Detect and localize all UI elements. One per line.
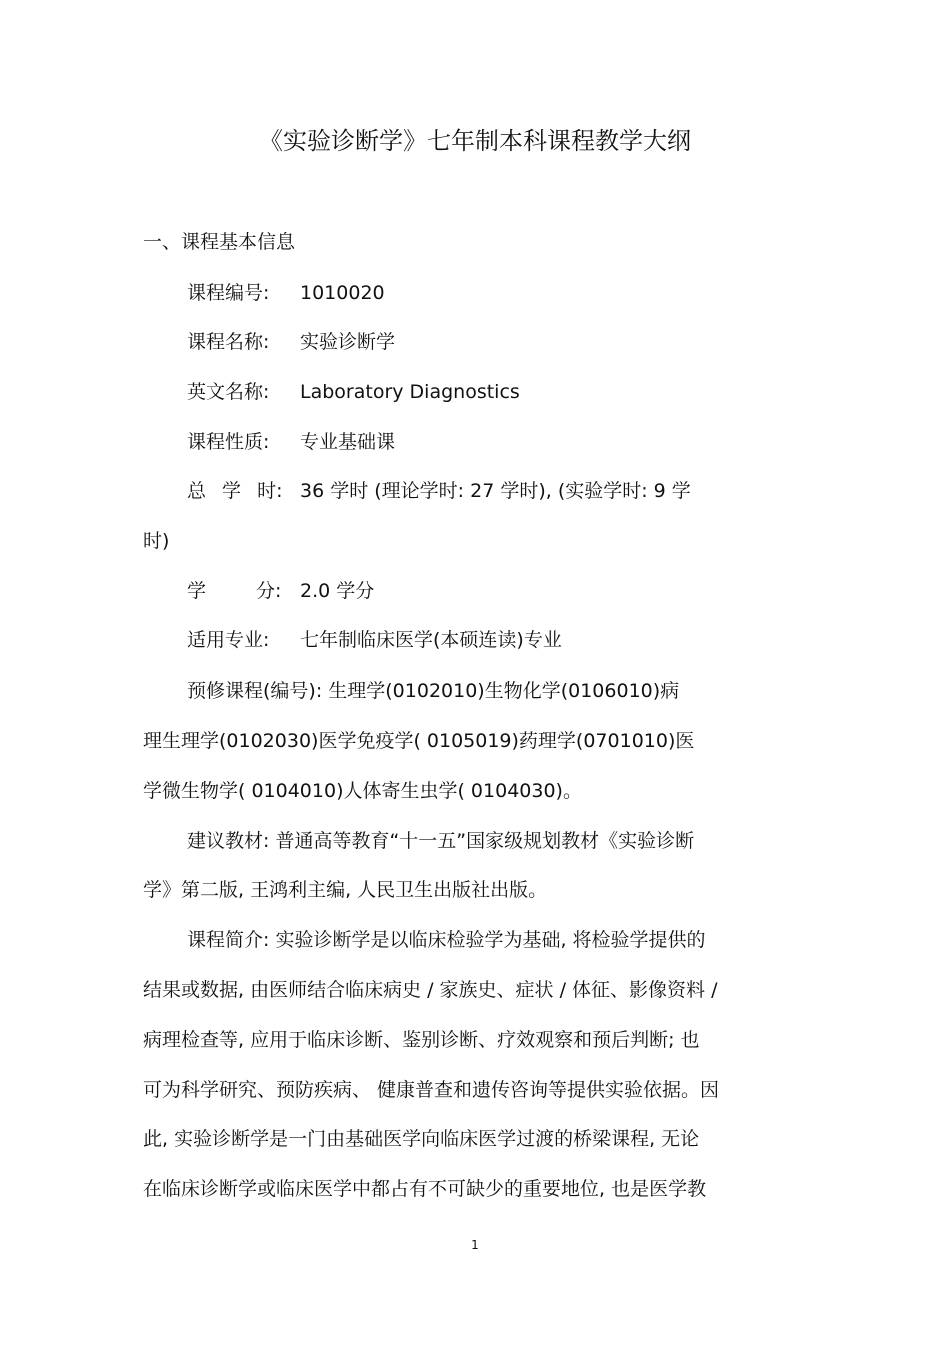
section-heading: 一、课程基本信息 bbox=[143, 231, 296, 253]
course-code-value: 1010020 bbox=[300, 282, 385, 304]
page-number: 1 bbox=[471, 1238, 479, 1252]
intro-line-6: 在临床诊断学或临床医学中都占有不可缺少的重要地位, 也是医学教 bbox=[143, 1178, 707, 1200]
english-name-label: 英文名称: bbox=[187, 381, 270, 403]
course-nature-label: 课程性质: bbox=[187, 431, 270, 453]
course-nature-value: 专业基础课 bbox=[300, 431, 396, 453]
intro-line-5: 此, 实验诊断学是一门由基础医学向临床医学过渡的桥梁课程, 无论 bbox=[143, 1128, 700, 1150]
intro-line-1: 课程简介: 实验诊断学是以临床检验学为基础, 将检验学提供的 bbox=[187, 929, 706, 951]
english-name-value: Laboratory Diagnostics bbox=[300, 381, 520, 403]
intro-line-2: 结果或数据, 由医师结合临床病史 / 家族史、症状 / 体征、影像资料 / bbox=[143, 979, 718, 1001]
intro-line-4: 可为科学研究、预防疾病、 健康普查和遗传咨询等提供实验依据。因 bbox=[143, 1079, 720, 1101]
total-hours-label: 总 学 时: bbox=[187, 480, 283, 502]
course-code-label: 课程编号: bbox=[187, 282, 270, 304]
page-title: 《实验诊断学》七年制本科课程教学大纲 bbox=[259, 127, 691, 155]
intro-line-3: 病理检查等, 应用于临床诊断、鉴别诊断、疗效观察和预后判断; 也 bbox=[143, 1029, 700, 1051]
prerequisites-line-1: 预修课程(编号): 生理学(0102010)生物化学(0106010)病 bbox=[187, 680, 680, 702]
credit-label-first: 学 bbox=[187, 580, 207, 602]
textbook-line-2: 学》第二版, 王鸿利主编, 人民卫生出版社出版。 bbox=[143, 879, 548, 901]
total-hours-continued: 时) bbox=[143, 530, 170, 552]
course-name-label: 课程名称: bbox=[187, 331, 270, 353]
total-hours-value: 36 学时 (理论学时: 27 学时), (实验学时: 9 学 bbox=[300, 480, 691, 502]
textbook-line-1: 建议教材: 普通高等教育“十一五”国家级规划教材《实验诊断 bbox=[187, 830, 695, 852]
major-label: 适用专业: bbox=[187, 629, 270, 651]
major-value: 七年制临床医学(本硕连读)专业 bbox=[300, 629, 562, 651]
course-name-value: 实验诊断学 bbox=[300, 331, 396, 353]
credit-label-second: 分: bbox=[256, 580, 282, 602]
prerequisites-line-2: 理生理学(0102030)医学免疫学( 0105019)药理学(0701010)医 bbox=[143, 730, 695, 752]
credit-value: 2.0 学分 bbox=[300, 580, 375, 602]
prerequisites-line-3: 学微生物学( 0104010)人体寄生虫学( 0104030)。 bbox=[143, 780, 582, 802]
